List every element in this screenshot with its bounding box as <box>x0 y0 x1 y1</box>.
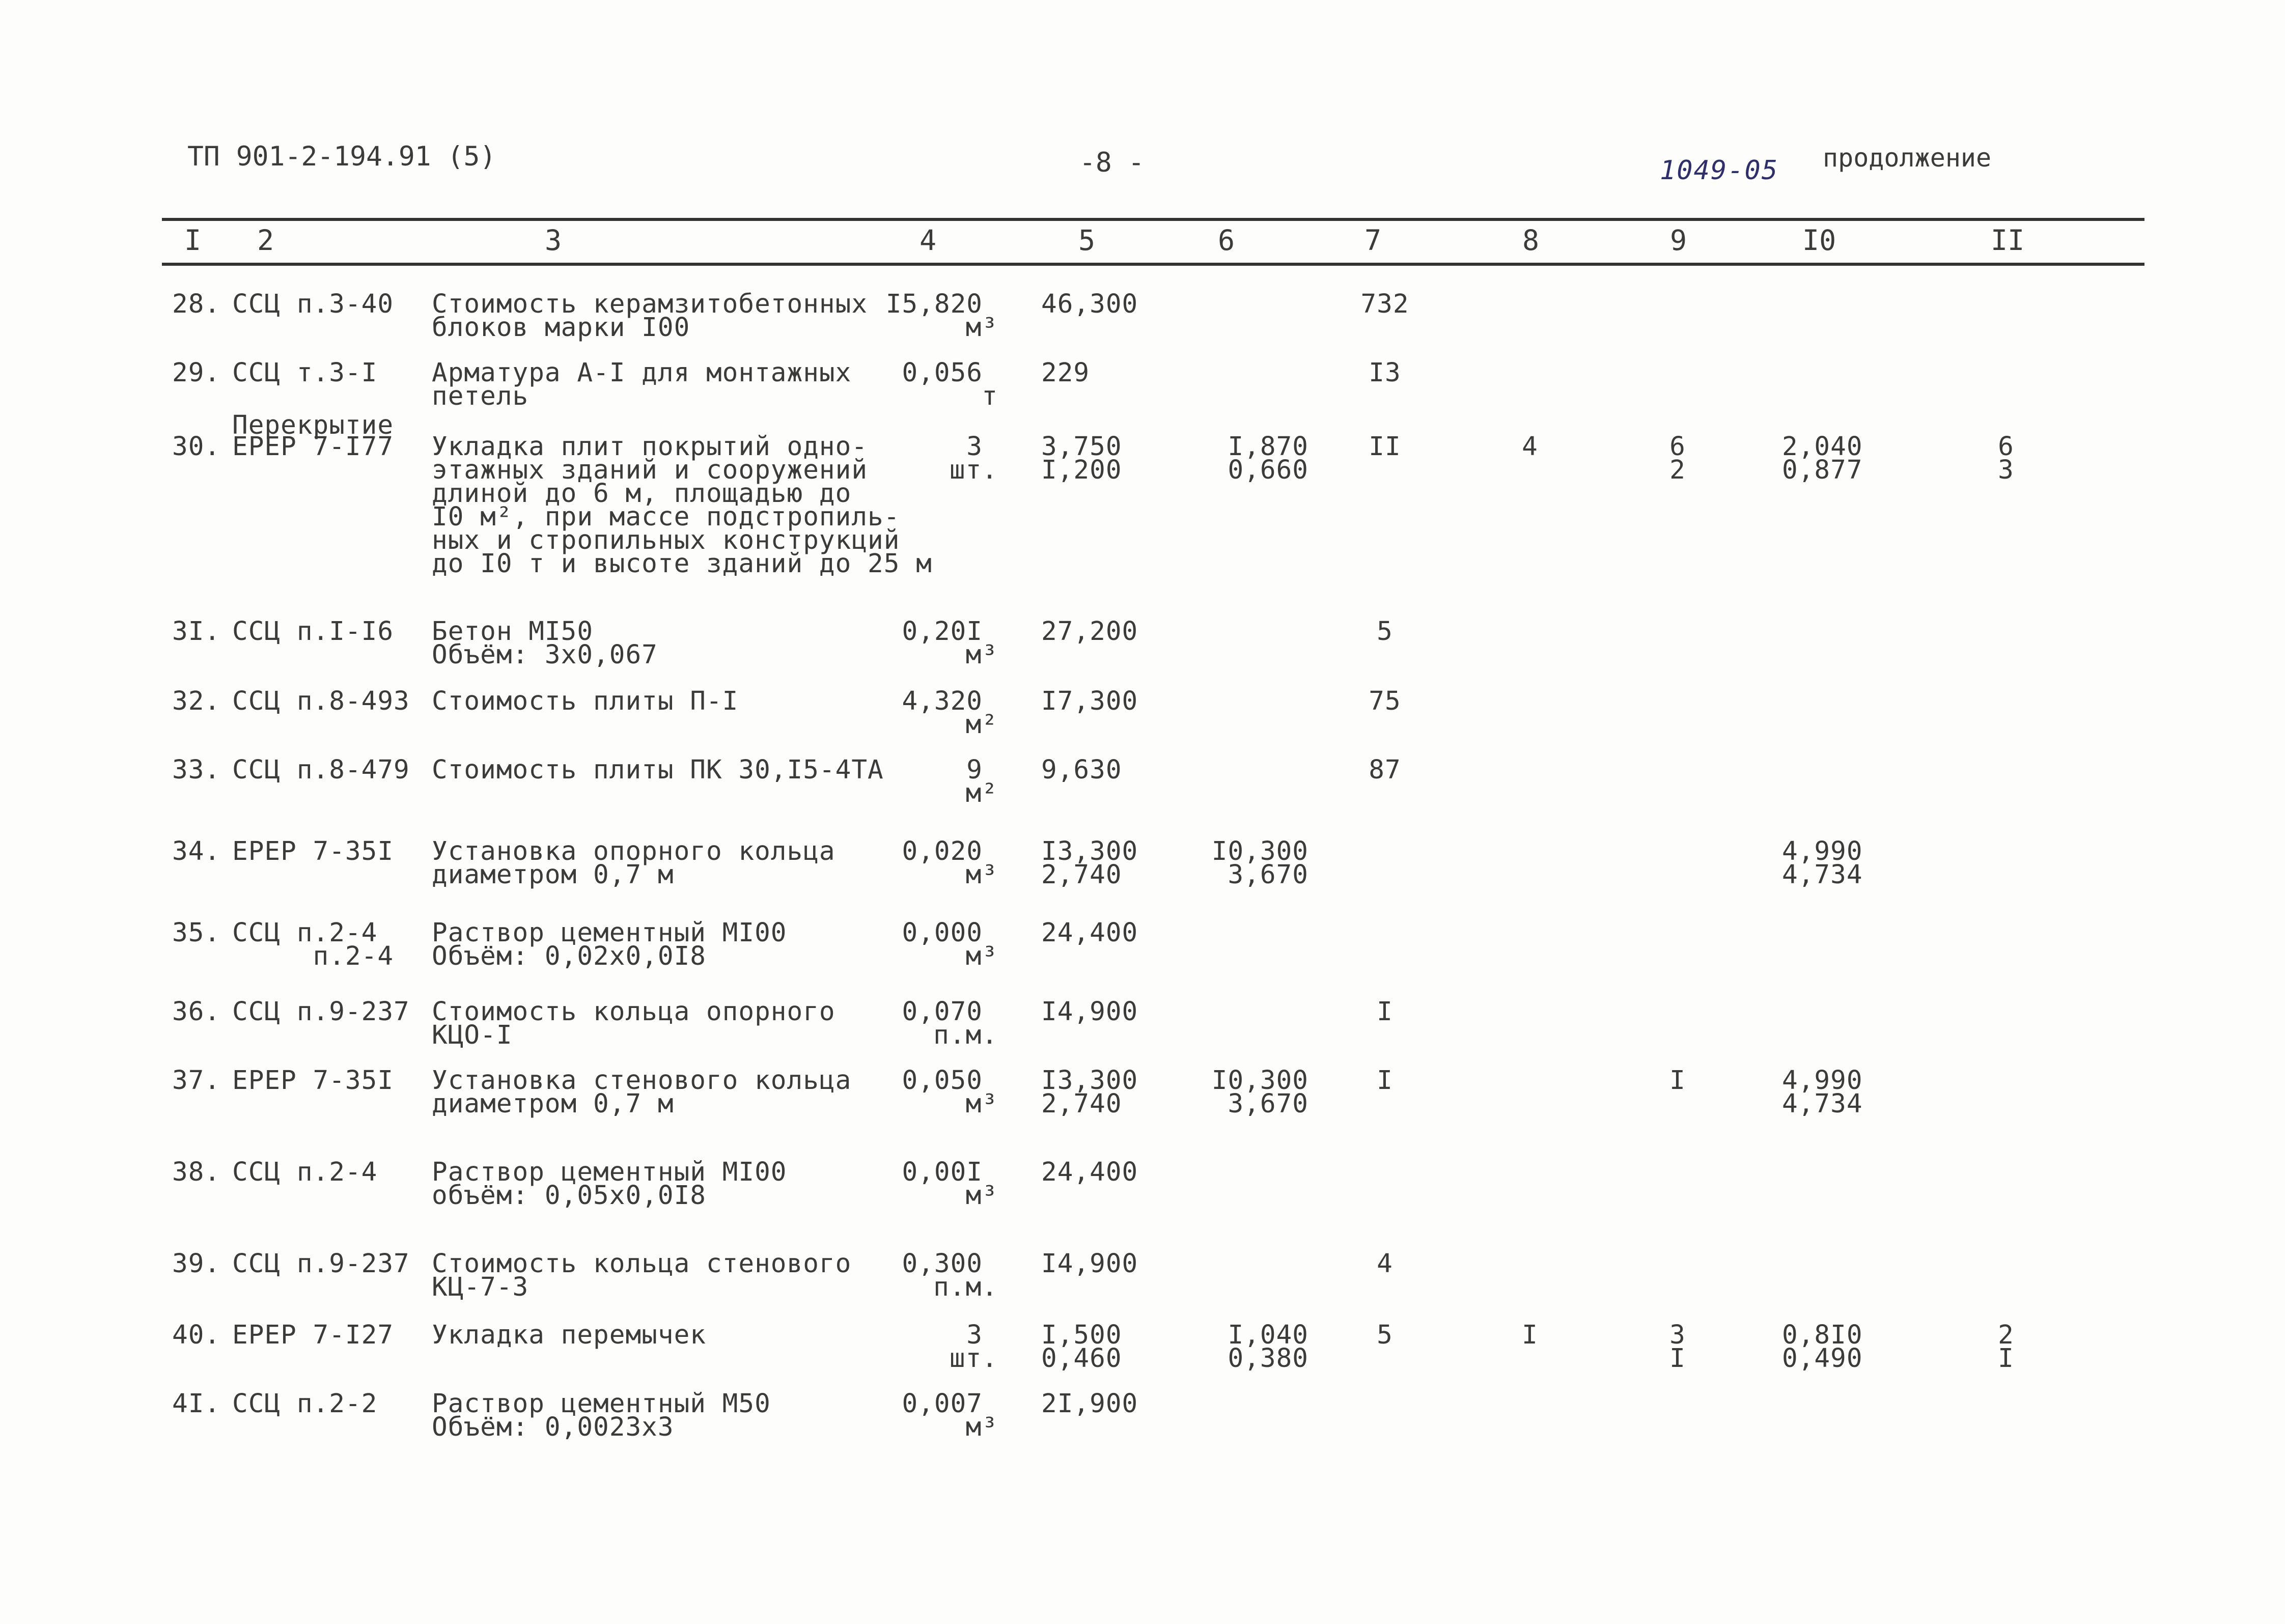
column-9-value: I <box>1669 1066 1686 1096</box>
row-number: 38. <box>172 1157 221 1187</box>
row-number: 29. <box>172 358 221 388</box>
row-number: 33. <box>172 755 221 785</box>
row-number: 34. <box>172 836 221 866</box>
quantity: 0,00I <box>902 1157 983 1187</box>
column-7-value: I3 <box>1369 358 1401 388</box>
row-number: 40. <box>172 1320 221 1350</box>
column-10-value: 2,040 0,877 <box>1782 432 1863 485</box>
work-description: Стоимость кольца опорного КЦО-I <box>432 997 835 1050</box>
column-6-value: I,870 0,660 <box>1228 432 1308 485</box>
quantity: 0,070 <box>902 997 983 1027</box>
row-number: 36. <box>172 997 221 1027</box>
norm-reference: ЕРЕР 7-35I <box>232 1066 394 1096</box>
row-number: 28. <box>172 289 221 319</box>
norm-reference: ССЦ п.2-2 <box>232 1389 378 1419</box>
work-description: Раствор цементный М50 Объём: 0,0023х3 <box>432 1389 771 1442</box>
column-header-4: 4 <box>919 224 937 257</box>
page-number: -8 - <box>1079 147 1145 178</box>
column-5-value: 229 <box>1041 358 1090 388</box>
unit-of-measure: м³ <box>965 1181 998 1211</box>
column-9-value: 3 I <box>1669 1320 1686 1374</box>
column-header-11: II <box>1991 224 2025 257</box>
work-description: Стоимость керамзитобетонных блоков марки I00 <box>432 289 868 343</box>
header-bottom-rule <box>162 263 2144 266</box>
unit-of-measure: м³ <box>965 640 998 670</box>
column-5-value: 24,400 <box>1041 1157 1138 1187</box>
norm-reference: ССЦ п.3-40 <box>232 289 394 319</box>
norm-reference: ЕРЕР 7-I77 <box>232 432 394 462</box>
column-5-value: I4,900 <box>1041 997 1138 1027</box>
work-description: Стоимость кольца стенового КЦ-7-3 <box>432 1249 852 1302</box>
column-10-value: 4,990 4,734 <box>1782 1066 1863 1119</box>
unit-of-measure: м² <box>965 710 998 740</box>
norm-reference: ЕРЕР 7-I27 <box>232 1320 394 1350</box>
quantity: 0,20I <box>902 617 983 647</box>
unit-of-measure: м² <box>965 778 998 808</box>
row-number: 3I. <box>172 617 221 647</box>
unit-of-measure: шт. <box>949 455 998 485</box>
document-code: ТП 901-2-194.91 (5) <box>187 141 496 172</box>
column-7-value: 75 <box>1369 686 1401 716</box>
work-description: Установка стенового кольца диаметром 0,7 м <box>432 1066 852 1119</box>
norm-reference: ССЦ п.8-493 <box>232 686 410 716</box>
column-header-10: I0 <box>1802 224 1836 257</box>
column-5-value: 9,630 <box>1041 755 1122 785</box>
column-6-value: I,040 0,380 <box>1228 1320 1308 1374</box>
row-number: 30. <box>172 432 221 462</box>
column-8-value: 4 <box>1522 432 1538 462</box>
norm-reference: ССЦ п.I-I6 <box>232 617 394 647</box>
column-10-value: 0,8I0 0,490 <box>1782 1320 1863 1374</box>
column-7-value: I <box>1377 1066 1393 1096</box>
unit-of-measure: шт. <box>949 1343 998 1374</box>
quantity: 0,000 <box>902 918 983 948</box>
column-7-value: 5 <box>1377 617 1393 647</box>
column-5-value: 27,200 <box>1041 617 1138 647</box>
norm-reference: ЕРЕР 7-35I <box>232 836 394 866</box>
work-description: Раствор цементный МI00 Объём: 0,02х0,0I8 <box>432 918 787 971</box>
quantity: 9 <box>966 755 983 785</box>
column-7-value: II <box>1369 432 1401 462</box>
norm-reference: ССЦ п.8-479 <box>232 755 410 785</box>
unit-of-measure: м³ <box>965 941 998 971</box>
column-5-value: 46,300 <box>1041 289 1138 319</box>
column-8-value: I <box>1522 1320 1538 1350</box>
quantity: I5,820 <box>885 289 983 319</box>
row-number: 32. <box>172 686 221 716</box>
column-6-value: I0,300 3,670 <box>1211 836 1308 890</box>
quantity: 0,007 <box>902 1389 983 1419</box>
column-6-value: I0,300 3,670 <box>1211 1066 1308 1119</box>
column-header-7: 7 <box>1364 224 1382 257</box>
work-description: Арматура А-I для монтажных петель <box>432 358 852 411</box>
column-7-value: 87 <box>1369 755 1401 785</box>
row-number: 4I. <box>172 1389 221 1419</box>
column-header-6: 6 <box>1218 224 1235 257</box>
header-top-rule <box>162 218 2144 221</box>
norm-reference: ССЦ п.2-4 п.2-4 <box>232 918 394 971</box>
column-11-value: 6 3 <box>1998 432 2014 485</box>
column-7-value: 4 <box>1377 1249 1393 1279</box>
column-header-5: 5 <box>1078 224 1096 257</box>
unit-of-measure: т <box>982 381 998 411</box>
section-label: Перекрытие <box>232 410 394 440</box>
column-5-value: I4,900 <box>1041 1249 1138 1279</box>
column-header-8: 8 <box>1522 224 1540 257</box>
column-10-value: 4,990 4,734 <box>1782 836 1863 890</box>
column-header-1: I <box>184 224 202 257</box>
column-11-value: 2 I <box>1998 1320 2014 1374</box>
handwritten-archive-number: 1049-05 <box>1660 155 1779 186</box>
column-5-value: I7,300 <box>1041 686 1138 716</box>
unit-of-measure: п.м. <box>933 1272 998 1302</box>
column-7-value: I <box>1377 997 1393 1027</box>
work-description: Стоимость плиты П-I <box>432 686 739 716</box>
column-7-value: 5 <box>1377 1320 1393 1350</box>
column-5-value: 24,400 <box>1041 918 1138 948</box>
column-5-value: 3,750 I,200 <box>1041 432 1122 485</box>
row-number: 37. <box>172 1066 221 1096</box>
quantity: 0,056 <box>902 358 983 388</box>
quantity: 0,300 <box>902 1249 983 1279</box>
unit-of-measure: м³ <box>965 1089 998 1119</box>
column-header-2: 2 <box>257 224 274 257</box>
quantity: 4,320 <box>902 686 983 716</box>
norm-reference: ССЦ п.9-237 <box>232 1249 410 1279</box>
work-description: Укладка перемычек <box>432 1320 706 1350</box>
row-number: 39. <box>172 1249 221 1279</box>
column-9-value: 6 2 <box>1669 432 1686 485</box>
work-description: Раствор цементный МI00 объём: 0,05х0,0I8 <box>432 1157 787 1211</box>
work-description: Укладка плит покрытий одно- этажных зданий и сооружений длиной до 6 м, площадью до I0 м², при массе подстропиль- ных и стропильных конструкций до I0 т и высоте зданий до 25 м <box>432 432 932 579</box>
work-description: Бетон МI50 Объём: 3х0,067 <box>432 617 658 670</box>
column-7-value: 732 <box>1360 289 1409 319</box>
work-description: Установка опорного кольца диаметром 0,7 м <box>432 836 835 890</box>
column-header-9: 9 <box>1670 224 1687 257</box>
work-description: Стоимость плиты ПК 30,I5-4ТА <box>432 755 884 785</box>
norm-reference: ССЦ т.3-I <box>232 358 378 388</box>
unit-of-measure: п.м. <box>933 1020 998 1050</box>
column-5-value: I3,300 2,740 <box>1041 1066 1138 1119</box>
unit-of-measure: м³ <box>965 313 998 343</box>
norm-reference: ССЦ п.9-237 <box>232 997 410 1027</box>
continuation-label: продолжение <box>1823 143 1992 173</box>
row-number: 35. <box>172 918 221 948</box>
quantity: 3 <box>966 1320 983 1350</box>
quantity: 0,050 <box>902 1066 983 1096</box>
column-5-value: I3,300 2,740 <box>1041 836 1138 890</box>
norm-reference: ССЦ п.2-4 <box>232 1157 378 1187</box>
unit-of-measure: м³ <box>965 860 998 890</box>
column-5-value: 2I,900 <box>1041 1389 1138 1419</box>
unit-of-measure: м³ <box>965 1412 998 1442</box>
column-header-3: 3 <box>545 224 562 257</box>
column-5-value: I,500 0,460 <box>1041 1320 1122 1374</box>
quantity: 3 <box>966 432 983 462</box>
quantity: 0,020 <box>902 836 983 866</box>
